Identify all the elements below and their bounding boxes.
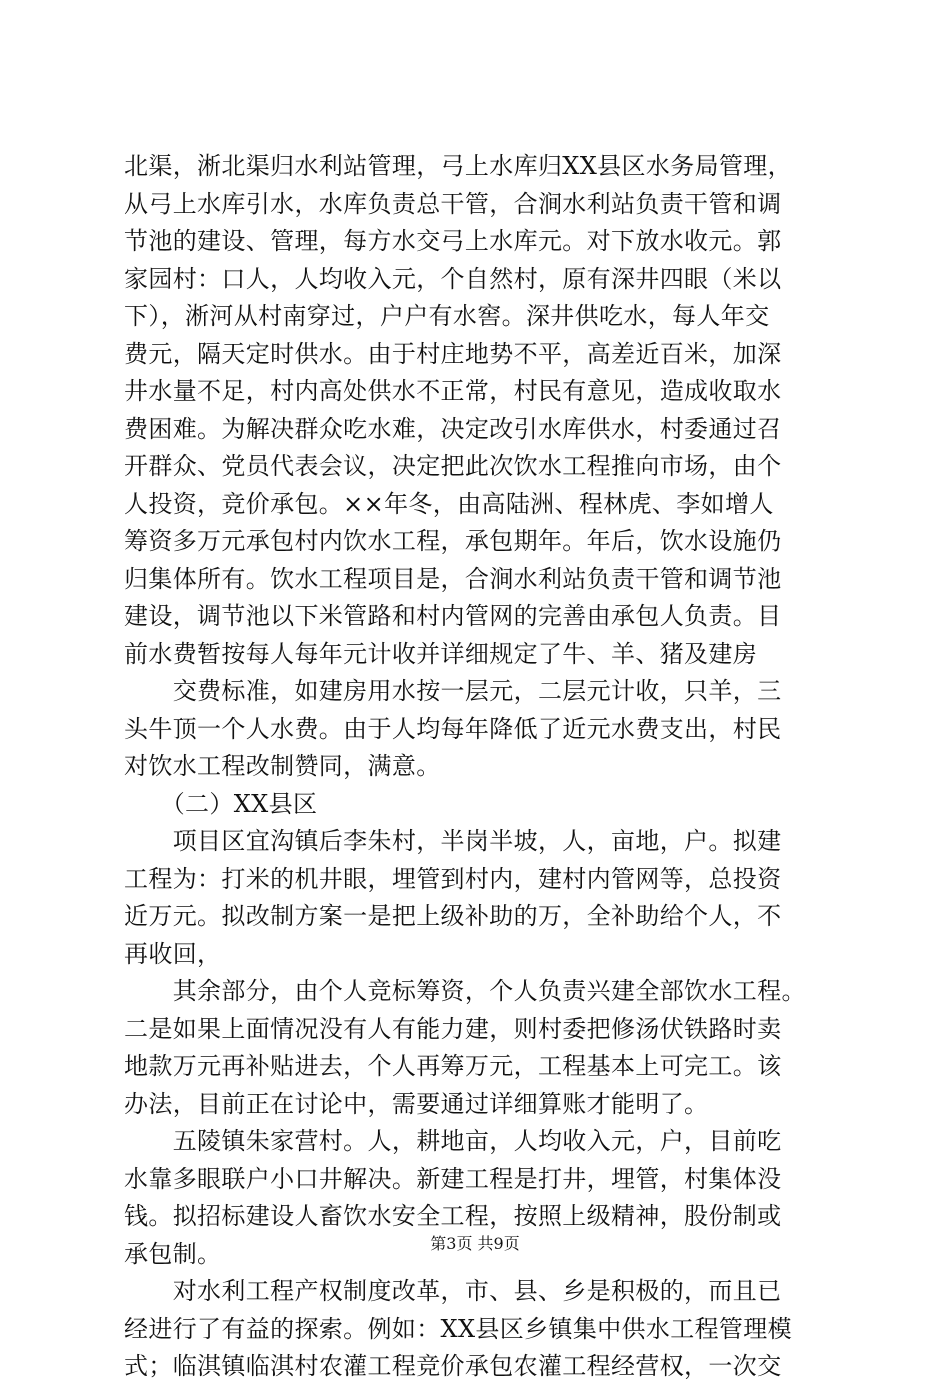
page-footer: 第3页 共9页 [430, 1234, 520, 1253]
text-line: 项目区宜沟镇后李朱村，半岗半坡，人，亩地，户。拟建 [124, 827, 782, 855]
text-line: 近万元。拟改制方案一是把上级补助的万，全补助给个人，不 [124, 902, 782, 930]
text-line: 工程为：打米的机井眼，埋管到村内，建村内管网等，总投资 [124, 864, 782, 893]
text-line: 五陵镇朱家营村。人，耕地亩，人均收入元，户，目前吃 [124, 1127, 782, 1155]
text-line: 水靠多眼联户小口井解决。新建工程是打井，埋管，村集体没 [124, 1164, 782, 1193]
text-line: 地款万元再补贴进去，个人再筹万元，工程基本上可完工。该 [124, 1052, 782, 1080]
text-line: 归集体所有。饮水工程项目是，合涧水利站负责干管和调节池 [124, 564, 782, 593]
text-line: 井水量不足，村内高处供水不正常，村民有意见，造成收取水 [124, 377, 782, 405]
text-line: 从弓上水库引水，水库负责总干管，合涧水利站负责干管和调 [124, 189, 782, 218]
text-line: 家园村：口人，人均收入元，个自然村，原有深井四眼（米以 [124, 264, 782, 293]
text-line: 二是如果上面情况没有人有能力建，则村委把修汤伏铁路时卖 [124, 1014, 782, 1043]
text-line: 下），淅河从村南穿过，户户有水窖。深井供吃水，每人年交 [124, 302, 770, 330]
text-line: （二）XX县区 [124, 789, 318, 818]
text-line: 筹资多万元承包村内饮水工程，承包期年。年后，饮水设施仍 [124, 527, 782, 555]
text-line: 再收回， [124, 939, 222, 968]
text-line: 其余部分，由个人竞标筹资，个人负责兴建全部饮水工程。 [124, 977, 806, 1005]
text-line: 钱。拟招标建设人畜饮水安全工程，按照上级精神，股份制或 [124, 1202, 782, 1230]
text-line: 经进行了有益的探索。例如：XX县区乡镇集中供水工程管理模 [124, 1314, 792, 1343]
text-line: 办法，目前正在讨论中，需要通过详细算账才能明了。 [124, 1089, 709, 1118]
text-line: 开群众、党员代表会议，决定把此次饮水工程推向市场，由个 [124, 452, 782, 480]
text-line: 前水费暂按每人每年元计收并详细规定了牛、羊、猪及建房 [124, 639, 758, 668]
text-line: 对水利工程产权制度改革，市、县、乡是积极的，而且已 [124, 1277, 782, 1305]
text-line: 费元，隔天定时供水。由于村庄地势不平，高差近百米，加深 [124, 339, 782, 368]
text-line: 交费标准，如建房用水按一层元，二层元计收，只羊，三 [124, 677, 782, 705]
text-line: 费困难。为解决群众吃水难，决定改引水库供水，村委通过召 [124, 414, 782, 443]
text-line: 承包制。 [124, 1239, 222, 1268]
text-line: 头牛顶一个人水费。由于人均每年降低了近元水费支出，村民 [124, 714, 782, 743]
text-line: 建设，调节池以下米管路和村内管网的完善由承包人负责。目 [124, 602, 782, 630]
document-body [124, 148, 836, 1386]
text-line: 对饮水工程改制赞同，满意。 [124, 752, 441, 780]
text-line: 人投资，竞价承包。××年冬，由高陆洲、程林虎、李如增人 [124, 489, 774, 518]
text-line: 式；临淇镇临淇村农灌工程竞价承包农灌工程经营权，一次交 [124, 1352, 782, 1380]
text-line: 北渠，淅北渠归水利站管理，弓上水库归XX县区水务局管理， [124, 152, 792, 180]
text-line: 节池的建设、管理，每方水交弓上水库元。对下放水收元。郭 [124, 227, 782, 255]
